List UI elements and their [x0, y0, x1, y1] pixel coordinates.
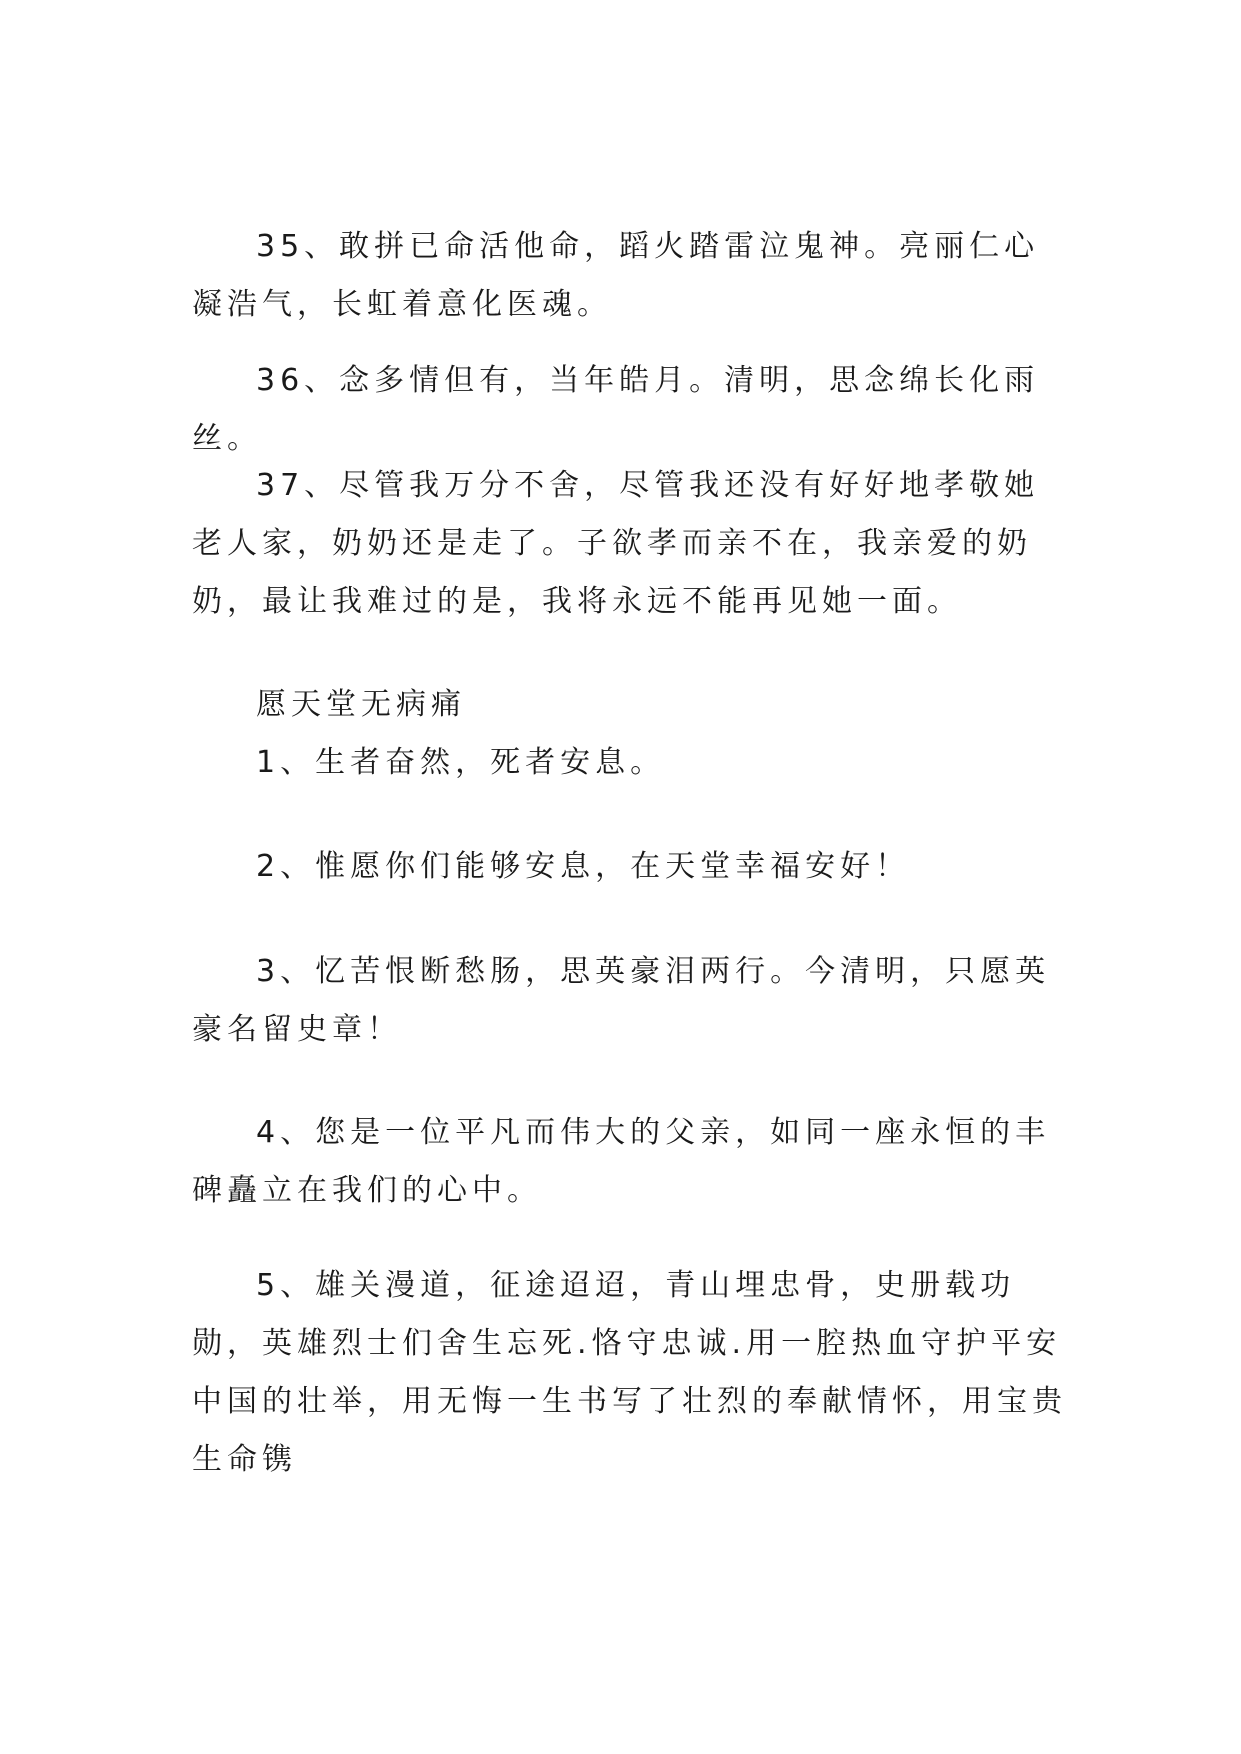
paragraph-5: 5、雄关漫道，征途迢迢，青山埋忠骨，史册载功勋，英雄烈士们舍生忘死.恪守忠诚.用一腔热血守护平安中国的壮举，用无悔一生书写了壮烈的奉献情怀，用宝贵生命镌: [192, 1268, 1067, 1477]
paragraph-1: 1、生者奋然，死者安息。: [256, 745, 666, 780]
section-heading: 愿天堂无病痛: [256, 687, 466, 722]
paragraph-35: 35、敢拼已命活他命，蹈火踏雷泣鬼神。亮丽仁心凝浩气，长虹着意化医魂。: [192, 229, 1040, 322]
paragraph-3: 3、忆苦恨断愁肠，思英豪泪两行。今清明，只愿英豪名留史章！: [192, 954, 1051, 1047]
paragraph-2: 2、惟愿你们能够安息，在天堂幸福安好！: [256, 849, 911, 884]
paragraph-37: 37、尽管我万分不舍，尽管我还没有好好地孝敬她老人家，奶奶还是走了。子欲孝而亲不在，我亲爱的奶奶，最让我难过的是，我将永远不能再见她一面。: [192, 468, 1040, 619]
paragraph-36: 36、念多情但有，当年皓月。清明，思念绵长化雨丝。: [192, 363, 1040, 456]
paragraph-4: 4、您是一位平凡而伟大的父亲，如同一座永恒的丰碑矗立在我们的心中。: [192, 1115, 1051, 1208]
